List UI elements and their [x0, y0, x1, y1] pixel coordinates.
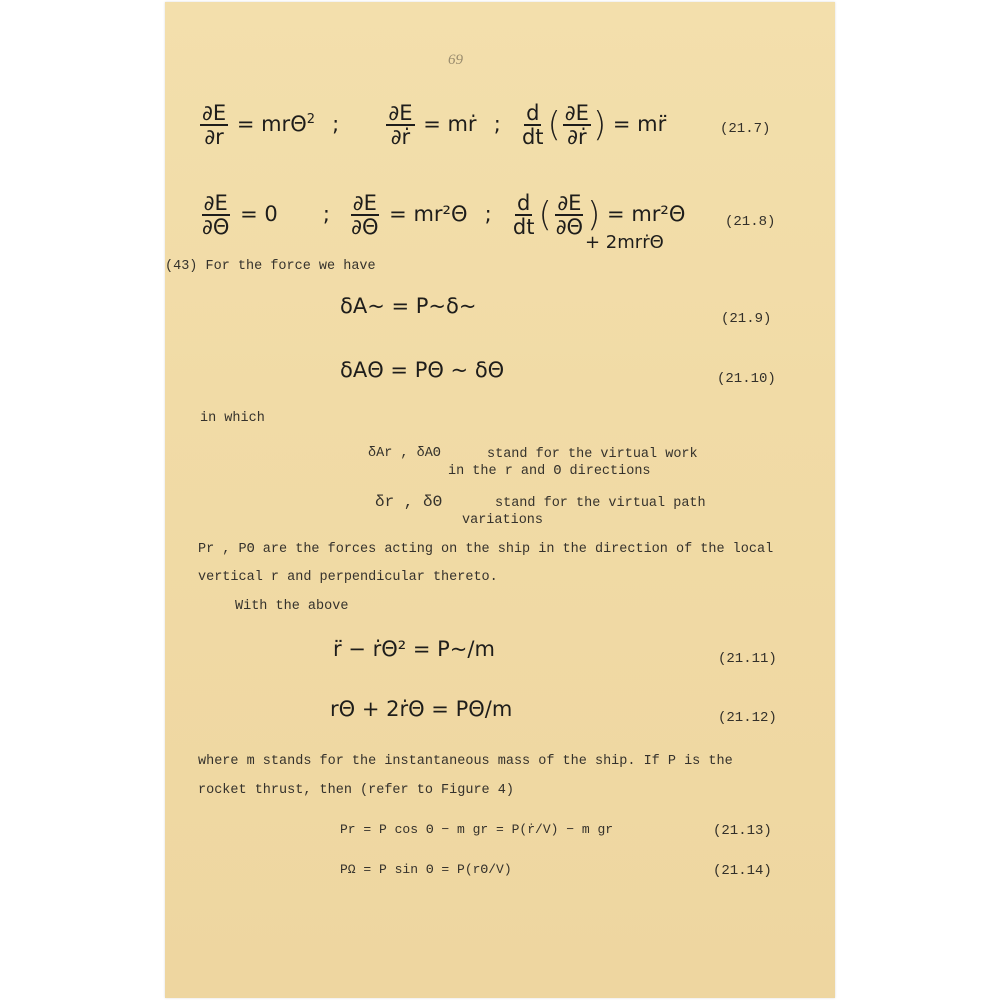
equation-21-8: $\frac{\partial E}{\partial\Theta}$ = 0 ; $\frac{\partial E}{\partial\Theta}$ = mr²Θ ; $\frac{d}{dt}$ ( $\frac{\partial E}{\partial\Theta}$ ) = mr²Θ — [202, 191, 686, 240]
equation-21-11: r̈ − ṙΘ² = P~/m — [333, 637, 495, 661]
equation-number-21-14: (21.14) — [713, 863, 772, 879]
definition-path-symbols: δr , δΘ — [375, 493, 443, 511]
equation-number-21-11: (21.11) — [718, 651, 777, 667]
definition-virtual-work-line2: in the r and Θ directions — [448, 464, 651, 479]
paragraph-where-line1: where m stands for the instantaneous mass of the ship. If P is the — [198, 754, 733, 769]
paragraph-force-intro: (43) For the force we have — [165, 259, 376, 274]
definition-virtual-work-line1: stand for the virtual work — [487, 447, 698, 462]
paragraph-forces-line1: Pr , PΘ are the forces acting on the ship in the direction of the local — [198, 542, 774, 557]
equation-number-21-12: (21.12) — [718, 710, 777, 726]
equation-21-10: δAΘ = PΘ ~ δΘ — [340, 358, 505, 382]
fraction-dE-drdot: $\frac{\partial E}{\text{∂ṙ}}$ — [388, 101, 413, 150]
definition-virtual-work-symbols: δAr , δAΘ — [368, 446, 441, 461]
fraction-dE-dr: $\frac{\partial E}{\partial r}$ — [202, 101, 227, 150]
equation-21-9: δA~ = P~δ~ — [340, 294, 477, 318]
equation-21-12: rΘ + 2ṙΘ = PΘ/m — [330, 697, 513, 721]
paragraph-forces-line2: vertical r and perpendicular thereto. — [198, 570, 498, 585]
equation-number-21-8: (21.8) — [725, 214, 776, 230]
document-page — [165, 2, 835, 998]
equation-number-21-7: (21.7) — [720, 121, 771, 137]
text-with-the-above: With the above — [235, 599, 349, 614]
equation-number-21-9: (21.9) — [721, 311, 772, 327]
definition-path-line2: variations — [462, 513, 544, 528]
fraction-d-dt: $\frac{d}{dt}$ — [521, 101, 544, 150]
equation-21-8-line2: + 2mrṙΘ — [585, 232, 664, 253]
equation-number-21-13: (21.13) — [713, 823, 772, 839]
paragraph-where-line2: rocket thrust, then (refer to Figure 4) — [198, 783, 514, 798]
equation-number-21-10: (21.10) — [717, 371, 776, 387]
definition-path-line1: stand for the virtual path — [495, 496, 706, 511]
text-in-which: in which — [200, 411, 265, 426]
page-number: 69 — [448, 52, 463, 68]
equation-21-7: $\frac{\partial E}{\partial r}$ = mrΘ$^2$ ; $\frac{\partial E}{\text{∂ṙ}}$ = mṙ ; $\frac{d}{dt}$ ( $\frac{\partial E}{\text{∂ṙ}}$ ) = mr̈ — [202, 101, 667, 150]
equation-21-14: PΩ = P sin Θ = P(rΘ/V) — [340, 862, 512, 877]
equation-21-13: Pr = P cos Θ − m gr = P(ṙ/V) − m gr — [340, 822, 614, 837]
